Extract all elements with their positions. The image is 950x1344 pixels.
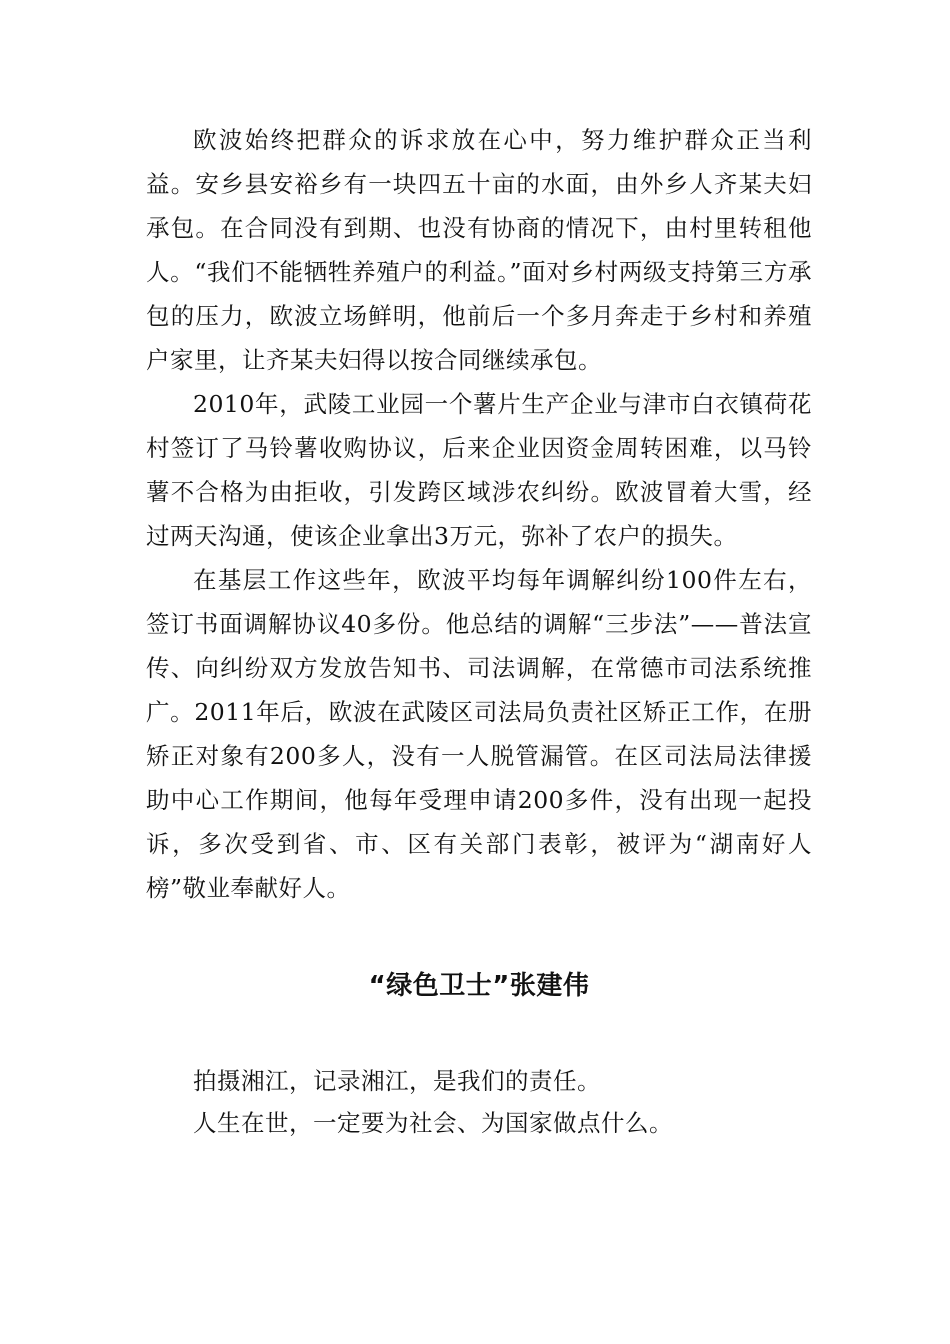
quote-line-2: 人生在世，一定要为社会、为国家做点什么。 (193, 1109, 673, 1137)
document-page (146, 118, 812, 1144)
body-paragraph-2: 2010年，武陵工业园一个薯片生产企业与津市白衣镇荷花村签订了马铃薯收购协议，后来企业因资金周转困难，以马铃薯不合格为由拒收，引发跨区域涉农纠纷。欧波冒着大雪，经过两天沟通，使该企业拿出3万元，弥补了农户的损失。 (146, 390, 812, 550)
quote-line-1: 拍摄湘江，记录湘江，是我们的责任。 (193, 1067, 601, 1095)
section-heading: “绿色卫士”张建伟 (368, 971, 590, 1001)
body-paragraph-1: 欧波始终把群众的诉求放在心中，努力维护群众正当利益。安乡县安裕乡有一块四五十亩的水面，由外乡人齐某夫妇承包。在合同没有到期、也没有协商的情况下，由村里转租他人。“我们不能牺牲养殖户的利益。”面对乡村两级支持第三方承包的压力，欧波立场鲜明，他前后一个多月奔走于乡村和养殖户家里，让齐某夫妇得以按合同继续承包。 (146, 126, 812, 374)
body-paragraph-3: 在基层工作这些年，欧波平均每年调解纠纷100件左右，签订书面调解协议40多份。他总结的调解“三步法”——普法宣传、向纠纷双方发放告知书、司法调解，在常德市司法系统推广。2011年后，欧波在武陵区司法局负责社区矫正工作，在册矫正对象有200多人，没有一人脱管漏管。在区司法局法律援助中心工作期间，他每年受理申请200多件，没有出现一起投诉，多次受到省、市、区有关部门表彰，被评为“湖南好人榜”敬业奉献好人。 (146, 566, 812, 902)
